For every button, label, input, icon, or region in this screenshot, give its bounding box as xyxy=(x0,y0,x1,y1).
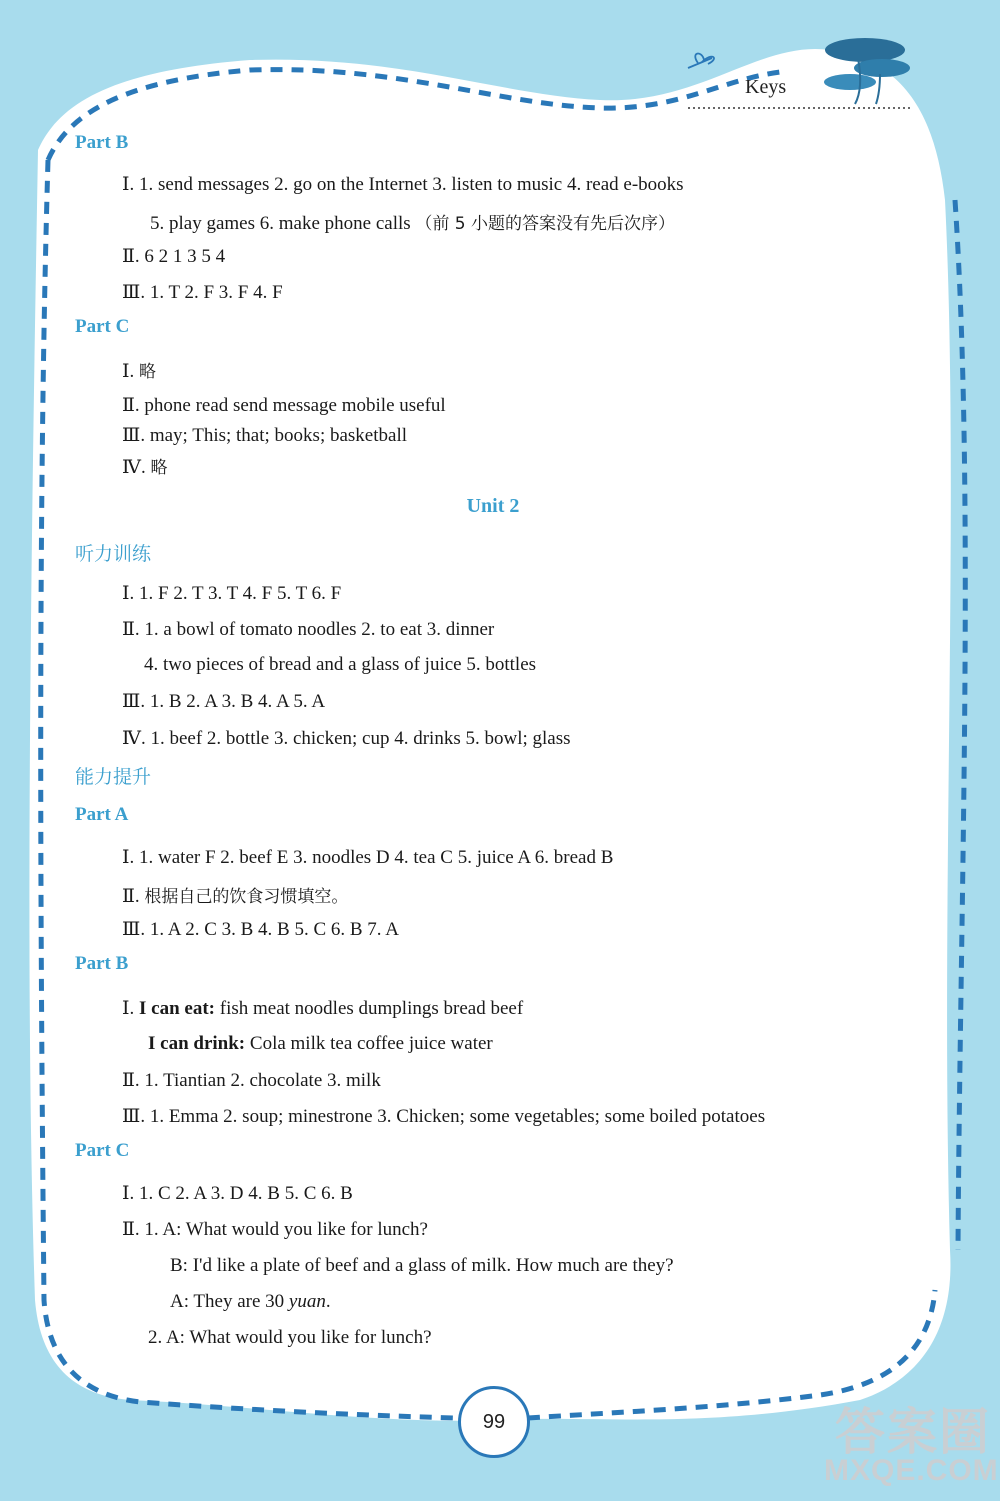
ability-heading: 能力提升 xyxy=(75,766,152,788)
answer-line: B: I'd like a plate of beef and a glass of milk. How much are they? xyxy=(170,1255,674,1276)
watermark-url: MXQE.COM xyxy=(824,1454,999,1487)
answer-line: Ⅰ. I can eat: fish meat noodles dumplings bread beef xyxy=(122,998,524,1019)
answer-line: Ⅱ. 1. a bowl of tomato noodles 2. to eat 3. dinner xyxy=(122,619,495,640)
answer-line: I can drink: Cola milk tea coffee juice water xyxy=(148,1033,493,1054)
answer-line: Ⅲ. 1. Emma 2. soup; minestrone 3. Chicken; some vegetables; some boiled potatoes xyxy=(122,1106,766,1127)
part-c-heading: Part C xyxy=(75,1140,130,1161)
page-number: 99 xyxy=(458,1386,530,1458)
answer-line: Ⅲ. 1. T 2. F 3. F 4. F xyxy=(122,282,283,303)
answer-line: Ⅱ. phone read send message mobile useful xyxy=(122,395,446,416)
part-b-heading: Part B xyxy=(75,132,129,153)
part-b-heading: Part B xyxy=(75,953,129,974)
unit-title: Unit 2 xyxy=(466,495,520,517)
answer-line: Ⅰ. 略 xyxy=(122,361,157,382)
answer-line: Ⅲ. may; This; that; books; basketball xyxy=(122,425,407,446)
answer-line: Ⅱ. 1. A: What would you like for lunch? xyxy=(122,1219,428,1240)
answer-line: A: They are 30 yuan. xyxy=(170,1291,331,1312)
listening-heading: 听力训练 xyxy=(75,543,152,565)
answer-line: Ⅰ. 1. C 2. A 3. D 4. B 5. C 6. B xyxy=(122,1183,353,1204)
answer-line: Ⅰ. 1. water F 2. beef E 3. noodles D 4. tea C 5. juice A 6. bread B xyxy=(122,847,614,868)
answer-line: Ⅱ. 6 2 1 3 5 4 xyxy=(122,246,226,267)
part-a-heading: Part A xyxy=(75,804,129,825)
watermark-text: 答案圈 xyxy=(835,1403,991,1461)
answer-line: Ⅱ. 1. Tiantian 2. chocolate 3. milk xyxy=(122,1070,381,1091)
header-title: Keys xyxy=(745,76,787,98)
answer-line: Ⅰ. 1. F 2. T 3. T 4. F 5. T 6. F xyxy=(122,583,342,604)
answer-line: 4. two pieces of bread and a glass of juice 5. bottles xyxy=(144,654,537,675)
part-c-heading: Part C xyxy=(75,316,130,337)
answer-line: Ⅱ. 根据自己的饮食习惯填空。 xyxy=(122,886,349,907)
lotus-leaf-icon xyxy=(824,38,910,104)
answer-line: Ⅲ. 1. B 2. A 3. B 4. A 5. A xyxy=(122,691,326,712)
answer-line: 2. A: What would you like for lunch? xyxy=(148,1327,432,1348)
answer-line: 5. play games 6. make phone calls （前 5 小题的答案没有先后次序） xyxy=(150,213,676,234)
answer-line: Ⅳ. 1. beef 2. bottle 3. chicken; cup 4. drinks 5. bowl; glass xyxy=(122,728,571,749)
answer-line: Ⅰ. 1. send messages 2. go on the Internet 3. listen to music 4. read e-books xyxy=(122,174,684,195)
answer-line: Ⅳ. 略 xyxy=(122,457,168,478)
watermark xyxy=(820,1392,999,1492)
answer-line: Ⅲ. 1. A 2. C 3. B 4. B 5. C 6. B 7. A xyxy=(122,919,399,940)
